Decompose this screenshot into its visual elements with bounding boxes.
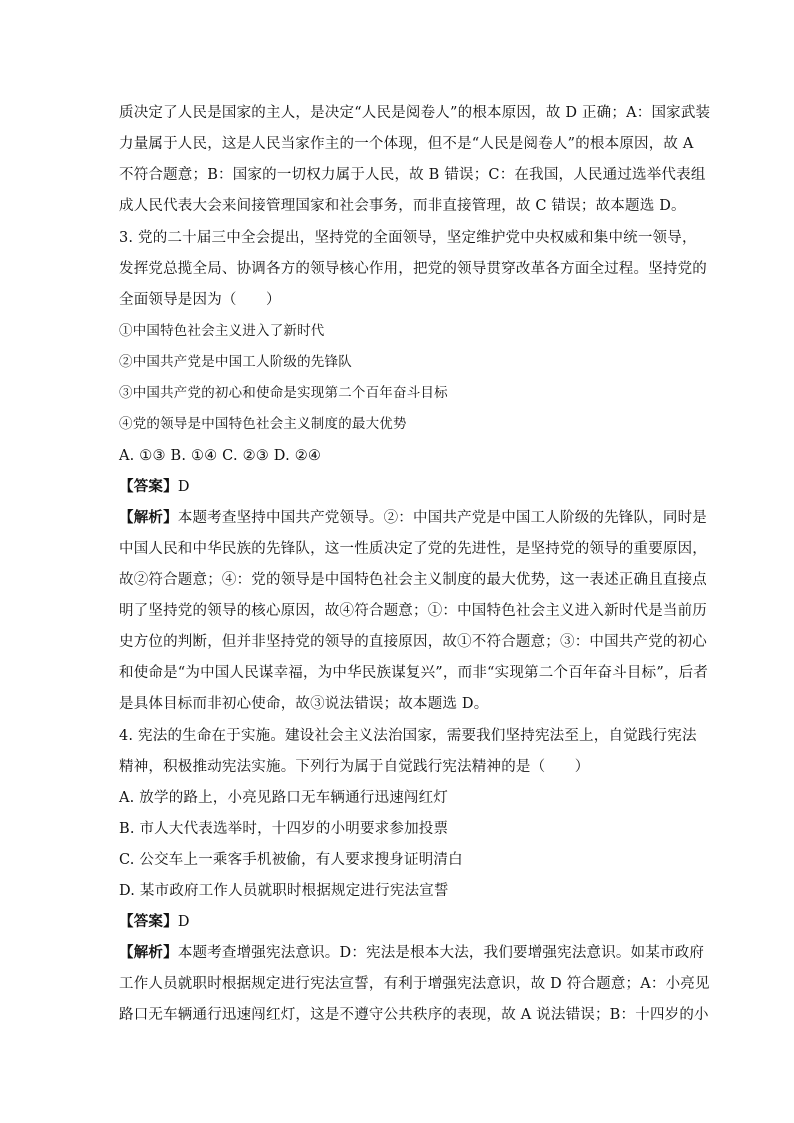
analysis-text: 本题考查增强宪法意识。D：宪法是根本大法，我们要增强宪法意识。如某市政府: [177, 945, 705, 961]
text-line: 和使命是“为中国人民谋幸福，为中华民族谋复兴”，而非“实现第二个百年奋斗目标”，后者: [119, 665, 709, 681]
text-line: 路口无车辆通行迅速闯红灯，这是不遵守公共秩序的表现，故 A 说法错误；B：十四岁的小: [119, 1007, 709, 1023]
text-line: 中国人民和中华民族的先锋队，这一性质决定了党的先进性，是坚持党的领导的重要原因，: [119, 541, 707, 557]
question-3-stem: 3. 党的二十届三中全会提出，坚持党的全面领导，坚定维护党中央权威和集中统一领导，: [119, 230, 697, 246]
statement-4: ④党的领导是中国特色社会主义制度的最大优势: [119, 416, 407, 432]
answer-label: 【答案】: [119, 478, 178, 495]
analysis-label: 【解析】: [119, 509, 178, 526]
text-line: 精神，积极推动宪法实施。下列行为属于自觉践行宪法精神的是（ ）: [119, 759, 590, 775]
analysis-text: 本题考查坚持中国共产党领导。②：中国共产党是中国工人阶级的先锋队，同时是: [177, 510, 708, 526]
text-line: 明了坚持党的领导的核心原因，故④符合题意；①：中国特色社会主义进入新时代是当前历: [119, 603, 707, 619]
text-line: 全面领导是因为（ ）: [119, 292, 281, 308]
text-line: 史方位的判断，但并非坚持党的领导的直接原因，故①不符合题意；③：中国共产党的初心: [119, 634, 707, 650]
analysis-line: [119, 943, 705, 963]
text-line: 工作人员就职时根据规定进行宪法宣誓，有利于增强宪法意识，故 D 符合题意；A：小亮见: [119, 976, 710, 992]
answer-value: D: [177, 914, 190, 930]
text-line: 质决定了人民是国家的主人，是决定“人民是阅卷人”的根本原因，故 D 正确；A：国家武装: [119, 105, 711, 121]
option-d: D. 某市政府工作人员就职时根据规定进行宪法宣誓: [119, 883, 449, 899]
question-4-stem: 4. 宪法的生命在于实施。建设社会主义法治国家，需要我们坚持宪法至上，自觉践行宪法: [119, 728, 697, 744]
statement-3: ③中国共产党的初心和使命是实现第二个百年奋斗目标: [119, 385, 448, 401]
answer-options: A. ①③ B. ①④ C. ②③ D. ②④: [119, 448, 322, 464]
text-line: 故②符合题意；④：党的领导是中国特色社会主义制度的最大优势，这一表述正确且直接点: [119, 572, 707, 588]
text-line: 成人民代表大会来间接管理国家和社会事务，而非直接管理，故 C 错误；故本题选 D。: [119, 198, 686, 214]
text-line: 发挥党总揽全局、协调各方的领导核心作用，把党的领导贯穿改革各方面全过程。坚持党的: [119, 261, 707, 277]
analysis-line: [119, 508, 708, 528]
option-b: B. 市人大代表选举时，十四岁的小明要求参加投票: [119, 821, 449, 837]
analysis-label: 【解析】: [119, 944, 178, 961]
text-line: 不符合题意；B：国家的一切权力属于人民，故 B 错误；C：在我国，人民通过选举代表组: [119, 167, 706, 183]
statement-2: ②中国共产党是中国工人阶级的先锋队: [119, 354, 352, 370]
answer-line: [119, 912, 679, 932]
statement-1: ①中国特色社会主义进入了新时代: [119, 323, 325, 339]
answer-label: 【答案】: [119, 913, 178, 930]
answer-line: [119, 477, 679, 497]
answer-value: D: [177, 479, 190, 495]
text-line: 是具体目标而非初心使命，故③说法错误；故本题选 D。: [119, 696, 489, 712]
option-a: A. 放学的路上，小亮见路口无车辆通行迅速闯红灯: [119, 790, 448, 806]
option-c: C. 公交车上一乘客手机被偷，有人要求搜身证明清白: [119, 852, 463, 868]
text-line: 力量属于人民，这是人民当家作主的一个体现，但不是“人民是阅卷人”的根本原因，故 A: [119, 136, 694, 152]
